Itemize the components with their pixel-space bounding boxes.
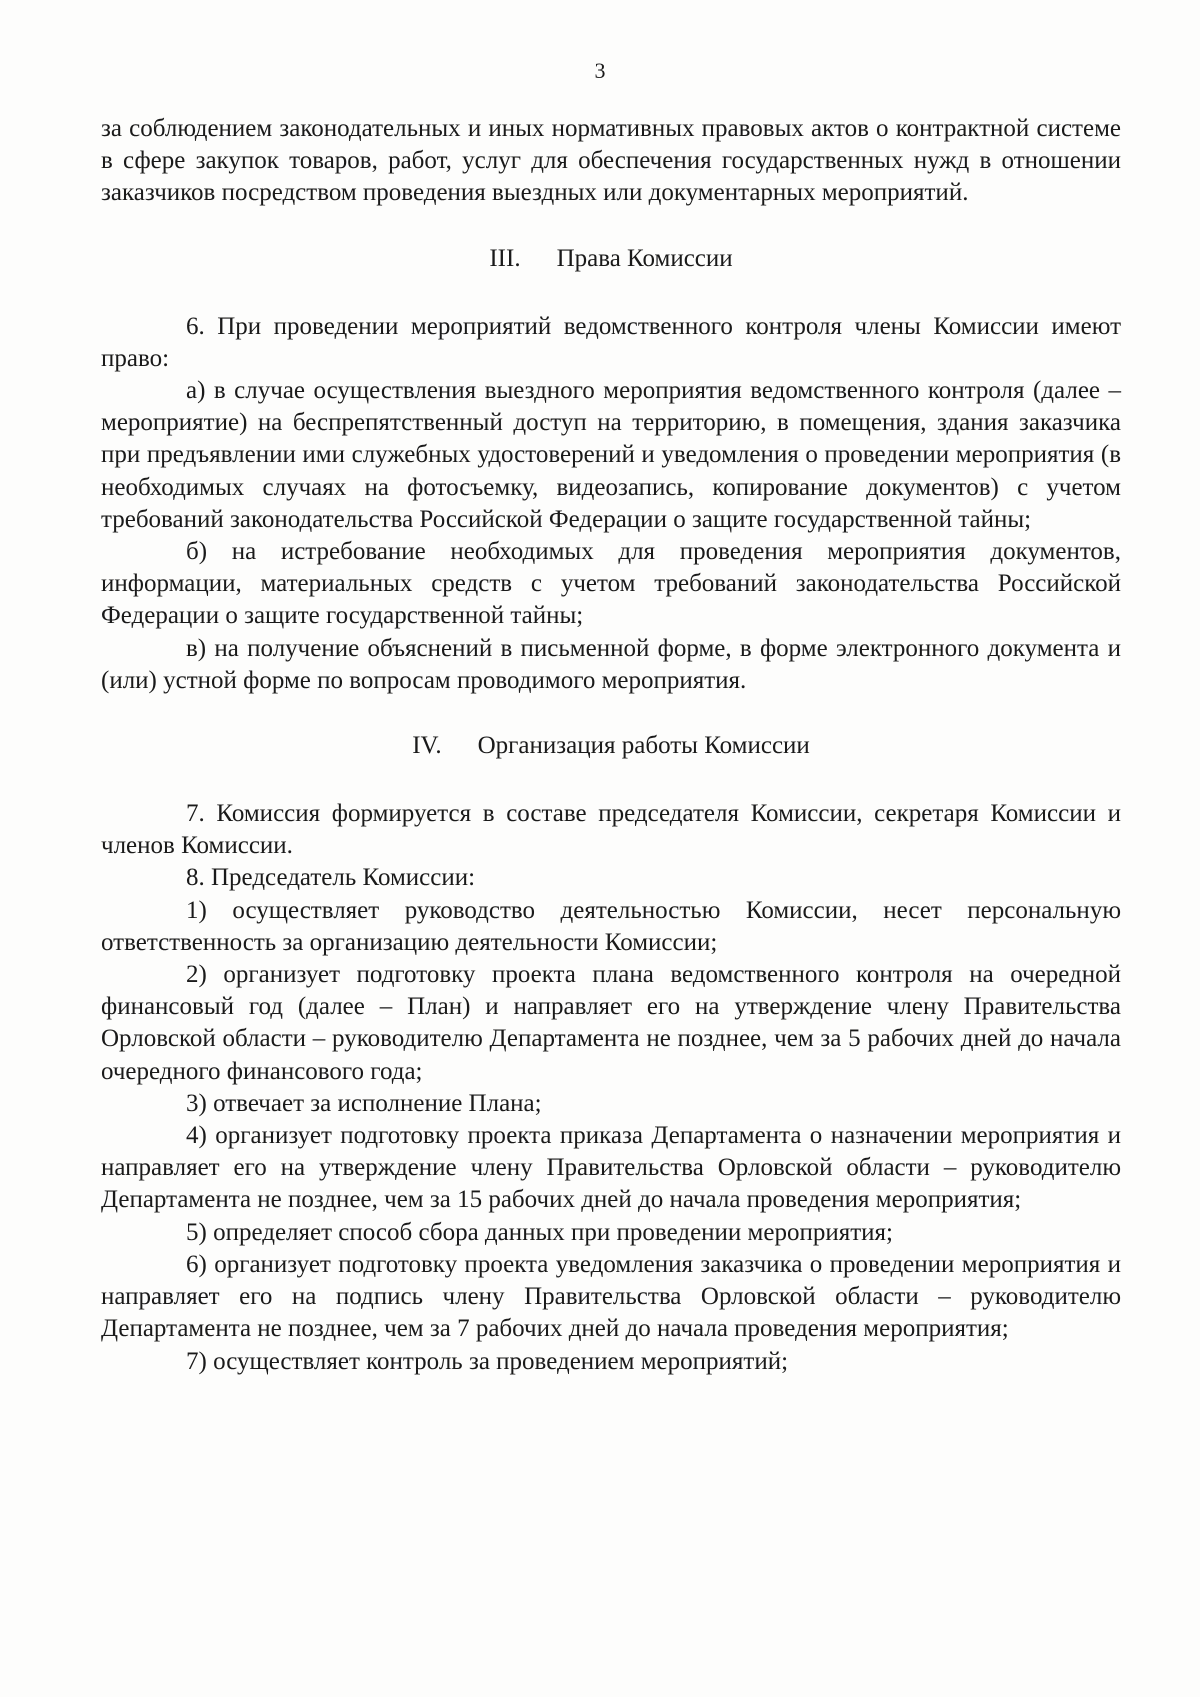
paragraph-6a: а) в случае осуществления выездного мероприятия ведомственного контроля (далее – мероприятие) на беспрепятственный доступ на территорию, в помещения, здания заказчика при предъявлении ими служебных удостоверений и уведомления о проведении мероприятия (в необходимых случаях на фотосъемку, видеозапись, копирование документов) с учетом требований законодательства Российской Федерации о защите государственной тайны; [101,377,1121,533]
paragraph-8-2: 2) организует подготовку проекта плана ведомственного контроля на очередной финансовый год (далее – План) и направляет его на утверждение члену Правительства Орловской области – руководителю Департамента не позднее, чем за 5 рабочих дней до начала очередного финансового года; [101,961,1121,1085]
paragraph-8-3: 3) отвечает за исполнение Плана; [186,1089,542,1117]
section-4-number: IV. [412,732,442,760]
paragraph-8-6: 6) организует подготовку проекта уведомления заказчика о проведении мероприятия и направляет его на подпись члену Правительства Орловской области – руководителю Департамента не позднее, чем за 7 рабочих дней до начала проведения мероприятия; [101,1250,1121,1343]
intro-paragraph: за соблюдением законодательных и иных нормативных правовых актов о контрактной системе в сфере закупок товаров, работ, услуг для обеспечения государственных нужд в отношении заказчиков посредством проведения выездных или документарных мероприятий. [101,115,1121,207]
document-body [101,113,1121,1378]
paragraph-6: 6. При проведении мероприятий ведомственного контроля члены Комиссии имеют право: [101,312,1121,372]
paragraph-6b: б) на истребование необходимых для проведения мероприятия документов, информации, материальных средств с учетом требований законодательства Российской Федерации о защите государственной тайны; [101,538,1121,630]
paragraph-8-7: 7) осуществляет контроль за проведением мероприятий; [186,1347,789,1375]
section-3-number: III. [489,244,521,272]
section-4-heading [101,730,1121,762]
paragraph-8-4: 4) организует подготовку проекта приказа Департамента о назначении мероприятия и направляет его на утверждение члену Правительства Орловской области – руководителю Департамента не позднее, чем за 15 рабочих дней до начала проведения мероприятия; [101,1122,1121,1214]
paragraph-7: 7. Комиссия формируется в составе председателя Комиссии, секретаря Комиссии и членов Комиссии. [101,800,1121,860]
section-3-title: Права Комиссии [556,244,733,272]
paragraph-8-1: 1) осуществляет руководство деятельностью Комиссии, несет персональную ответственность за организацию деятельности Комиссии; [101,896,1121,956]
section-3-heading [101,243,1121,275]
paragraph-6v: в) на получение объяснений в письменной форме, в форме электронного документа и (или) устной форме по вопросам проводимого мероприятия. [101,634,1121,694]
paragraph-8-5: 5) определяет способ сбора данных при проведении мероприятия; [186,1218,893,1246]
page-number: 3 [594,58,606,83]
paragraph-8: 8. Председатель Комиссии: [186,864,476,892]
section-4-title: Организация работы Комиссии [477,732,810,760]
